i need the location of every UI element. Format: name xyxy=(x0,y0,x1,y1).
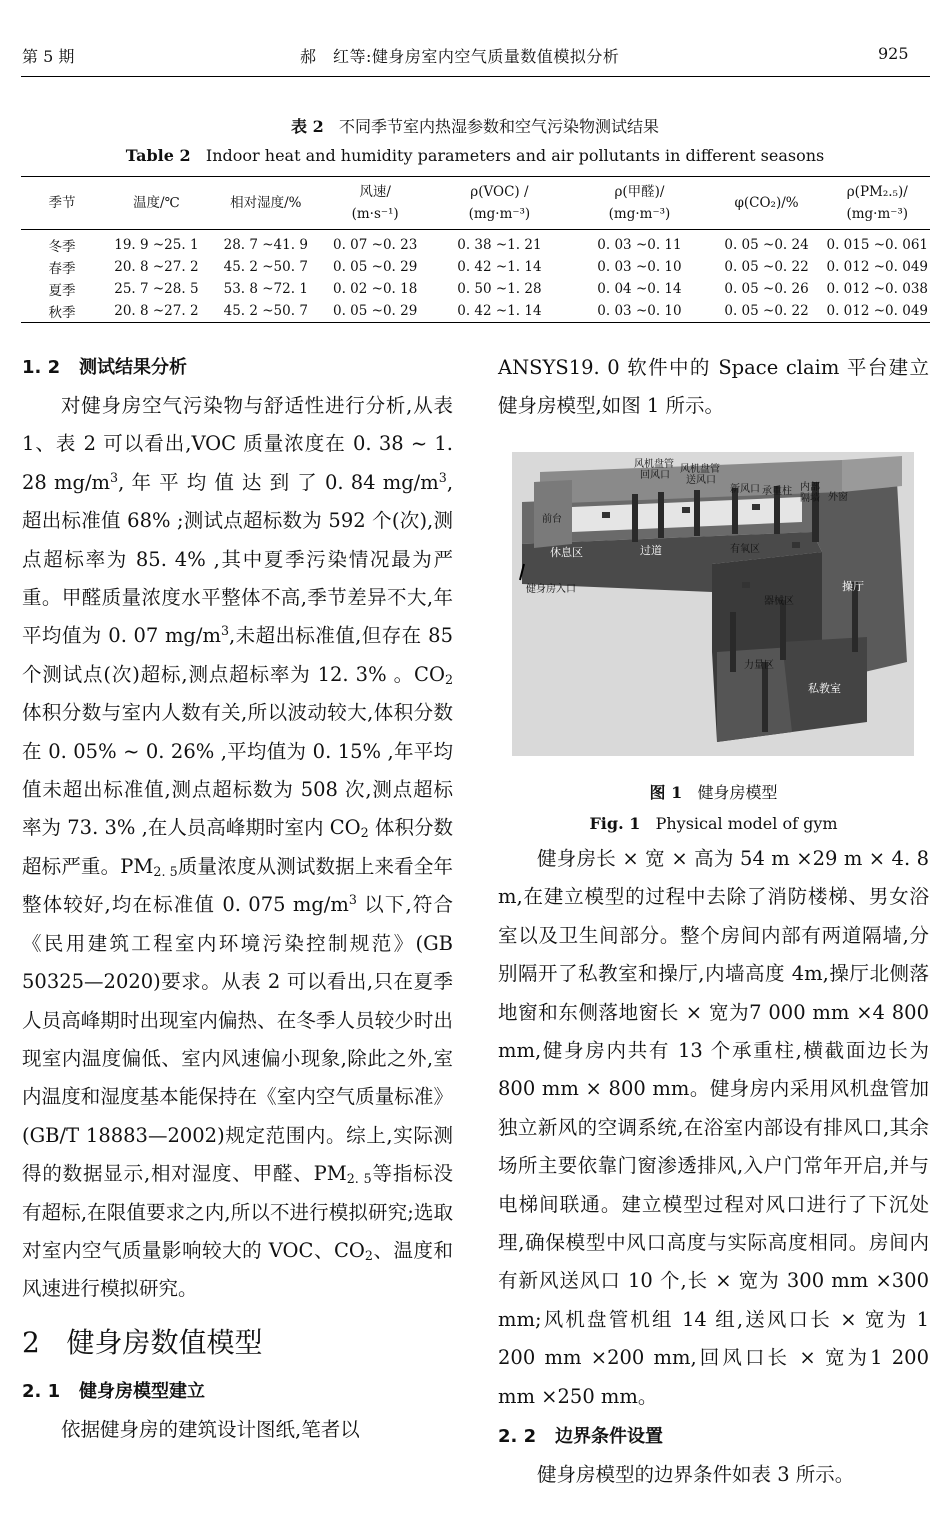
table-cell: 0. 03 ~0. 10 xyxy=(597,259,682,275)
table-cell: 0. 02 ~0. 18 xyxy=(333,281,418,297)
table-row xyxy=(21,230,930,257)
table-cell: 秋季 xyxy=(21,300,103,323)
table-cell: 0. 42 ~1. 14 xyxy=(428,300,570,323)
table-cell: 0. 05 ~0. 29 xyxy=(322,300,429,323)
column xyxy=(730,612,736,672)
section-1-2-paragraph: 对健身房空气污染物与舒适性进行分析,从表 1、表 2 可以看出,VOC 质量浓度在 0. 38 ~ 1. 28 $mg/m^3$, 年 平 均 值 达 到 了 0. 84 $mg/m^3$,超出标准值 68% ;测试点超标数为 592 个(次),测点超标率为 85. 4% ,其中夏季污染情况最为严重。甲醛质量浓度水平整体不高,季节差异不大,年平均值为 0. 07 $mg/m^3$,未超出标准值,但存在 85 个测试点(次)超标,测点超标率为 12. 3% 。$CO_2$体积分数与室内人数有关,所以波动较大,体积分数在 0. 05% ~ 0. 26% ,平均值为 0. 15% ,年平均值未超出标准值,测点超标数为 508 次,测点超标率为 73. 3% ,在人员高峰期时室内 $CO_2$ 体积分数超标严重。$PM_{2. 5}$质量浓度从测试数据上来看全年整体较好,均在标准值 0. 075 $mg/m^3$ 以下,符合《民用建筑工程室内环境污染控制规范》(GB 50325—2020)要求。从表 2 可以看出,只在夏季人员高峰期时出现室内偏热、在冬季人员较少时出现室内温度偏低、室内风速偏小现象,除此之外,室内温度和湿度基本能保持在《室内空气质量标准》(GB/T 18883—2002)规定范围内。综上,实际测得的数据显示,相对湿度、甲醛、$PM_{2. 5}$等指标没有超标,在限值要求之内,所以不进行模拟研究;选取对室内空气质量影响较大的 VOC、$CO_2$、温度和风速进行模拟研究。 xyxy=(22,394,454,1301)
section-2-1-heading: 2. 1 健身房模型建立 xyxy=(22,1380,205,1402)
page-number: 925 xyxy=(878,44,909,63)
label-equipment: 器械区 xyxy=(764,596,794,607)
label-fresh-vent: 新风口 xyxy=(730,484,760,495)
table2-title-cn: 不同季节室内热湿参数和空气污染物测试结果 xyxy=(338,117,659,136)
table2-col-header: ρ(甲醛)/ (mg·m⁻³) xyxy=(570,177,708,230)
gym-model-illustration xyxy=(512,452,914,756)
table-cell: 0. 012 ~0. 038 xyxy=(826,281,928,297)
table-cell: 20. 8 ~27. 2 xyxy=(114,259,199,275)
column xyxy=(632,494,638,542)
table-cell: 春季 xyxy=(48,261,76,277)
issue-number: 第 5 期 xyxy=(22,47,75,66)
table-cell: 25. 7 ~28. 5 xyxy=(114,281,199,297)
vent xyxy=(682,507,690,513)
table2 xyxy=(21,176,930,323)
vent xyxy=(742,582,750,588)
boundary-paragraph: 健身房模型的边界条件如表 3 所示。 xyxy=(537,1463,855,1487)
table-cell: 20. 8 ~27. 2 xyxy=(103,300,210,323)
table-cell: 19. 9 ~25. 1 xyxy=(114,237,199,253)
table-row xyxy=(21,278,930,300)
table-cell: 0. 03 ~0. 10 xyxy=(570,300,708,323)
table-cell: 冬季 xyxy=(48,239,76,255)
section-1-2-heading: 1. 2 测试结果分析 xyxy=(22,357,187,378)
table-cell: 45. 2 ~50. 7 xyxy=(223,259,308,275)
table-cell: 0. 07 ~0. 23 xyxy=(333,237,418,253)
table-cell: 0. 012 ~0. 049 xyxy=(825,300,930,323)
table-cell: 0. 05 ~0. 26 xyxy=(724,281,809,297)
table-cell: 0. 38 ~1. 21 xyxy=(457,237,542,253)
window-wall xyxy=(842,456,902,492)
section-2-heading: 2 健身房数值模型 xyxy=(22,1325,263,1359)
table-cell: 0. 05 ~0. 29 xyxy=(333,259,418,275)
table2-col-header: 相对湿度/% xyxy=(210,177,322,230)
table2-label-en: Table 2 xyxy=(125,146,191,165)
table-cell: 0. 05 ~0. 22 xyxy=(709,300,825,323)
label-aerobic: 有氧区 xyxy=(730,544,760,555)
table2-col-header: ρ(PM₂.₅)/ (mg·m⁻³) xyxy=(825,177,930,230)
table2-header-row xyxy=(21,177,930,230)
label-window: 外窗 xyxy=(828,492,848,503)
label-return-vent: 风机盘管回风口 xyxy=(634,459,674,481)
figure-1-caption-cn: 图 1 健身房模型 xyxy=(649,783,778,802)
label-hall: 操厅 xyxy=(842,580,864,593)
label-reception: 前台 xyxy=(542,514,562,525)
label-rest: 休息区 xyxy=(550,546,583,559)
column xyxy=(762,662,768,732)
table-row xyxy=(21,300,930,323)
label-supply-vent: 风机盘管送风口 xyxy=(680,464,720,486)
table-cell: 0. 05 ~0. 22 xyxy=(724,259,809,275)
column xyxy=(658,492,664,538)
label-corridor: 过道 xyxy=(640,544,662,557)
table2-caption-en xyxy=(0,146,950,165)
right-column-top xyxy=(498,349,929,426)
table2-col-header: 风速/ (m·s⁻¹) xyxy=(322,177,429,230)
label-private: 私教室 xyxy=(808,682,841,695)
column xyxy=(694,490,700,536)
table2-col-header: 季节 xyxy=(21,177,103,230)
header-rule xyxy=(21,76,930,77)
table-cell: 53. 8 ~72. 1 xyxy=(223,281,308,297)
table-cell: 45. 2 ~50. 7 xyxy=(210,300,322,323)
table-cell: 0. 04 ~0. 14 xyxy=(597,281,682,297)
table-cell: 28. 7 ~41. 9 xyxy=(223,237,308,253)
running-title: 郝 红等:健身房室内空气质量数值模拟分析 xyxy=(300,47,620,66)
vent xyxy=(602,512,610,518)
table2-col-header: φ(CO₂)/% xyxy=(709,177,825,230)
table-cell: 0. 03 ~0. 11 xyxy=(597,237,682,253)
table2-label-cn: 表 2 xyxy=(291,117,324,136)
table2-title-en: Indoor heat and humidity parameters and air pollutants in different seasons xyxy=(205,146,825,165)
label-inner-wall: 内部隔墙 xyxy=(800,482,820,504)
figure-1-image xyxy=(512,452,914,756)
table2-col-header: ρ(VOC) / (mg·m⁻³) xyxy=(428,177,570,230)
label-entrance: 健身房入口 xyxy=(526,584,576,595)
gym-dimensions-paragraph: 健身房长 × 宽 × 高为 54 m ×29 m × 4. 8 m,在建立模型的过程中去除了消防楼梯、男女浴室以及卫生间部分。整个房间内部有两道隔墙,分别隔开了私教室和操厅,内墙高度 4m,操厅北侧落地窗和东侧落地窗长 × 宽为7 000 mm ×4 800 mm,健身房内共有 13 个承重柱,横截面边长为 800 mm × 800 mm。健身房内采用风机盘管加独立新风的空调系统,在浴室内部设有排风口,其余场所主要依靠门窗渗透排风,入户门常年开启,并与电梯间联通。建立模型过程对风口进行了下沉处理,确保模型中风口高度与实际高度相同。房间内有新风送风口 10 个,长 × 宽为 300 mm ×300 mm;风机盘管机组 14 组,送风口长 × 宽为 1 200 mm ×200 mm,回风口长 × 宽为1 200 mm ×250 mm。 xyxy=(498,847,929,1408)
table2-col-header: 温度/℃ xyxy=(103,177,210,230)
table-cell: 0. 012 ~0. 049 xyxy=(826,259,928,275)
table-row xyxy=(21,256,930,278)
table2-caption-cn xyxy=(0,114,950,137)
figure-1-caption-en: Fig. 1 Physical model of gym xyxy=(589,814,838,833)
vent xyxy=(792,542,800,548)
left-column xyxy=(22,349,453,1449)
section-2-1-paragraph: 依据健身房的建筑设计图纸,笔者以 xyxy=(61,1417,360,1441)
vent xyxy=(752,504,760,510)
section-2-2-heading: 2. 2 边界条件设置 xyxy=(498,1426,663,1448)
table-cell: 0. 015 ~0. 061 xyxy=(826,237,928,253)
column xyxy=(780,600,786,660)
right-column-bottom xyxy=(498,840,929,1495)
table-cell: 0. 05 ~0. 24 xyxy=(724,237,809,253)
table-cell: 0. 42 ~1. 14 xyxy=(457,259,542,275)
label-column: 承重柱 xyxy=(762,486,792,497)
right-top-paragraph: ANSYS19. 0 软件中的 Space claim 平台建立健身房模型,如图 1 所示。 xyxy=(498,356,929,418)
label-strength: 力量区 xyxy=(744,660,774,671)
table-cell: 0. 50 ~1. 28 xyxy=(457,281,542,297)
table-cell: 夏季 xyxy=(48,283,76,299)
